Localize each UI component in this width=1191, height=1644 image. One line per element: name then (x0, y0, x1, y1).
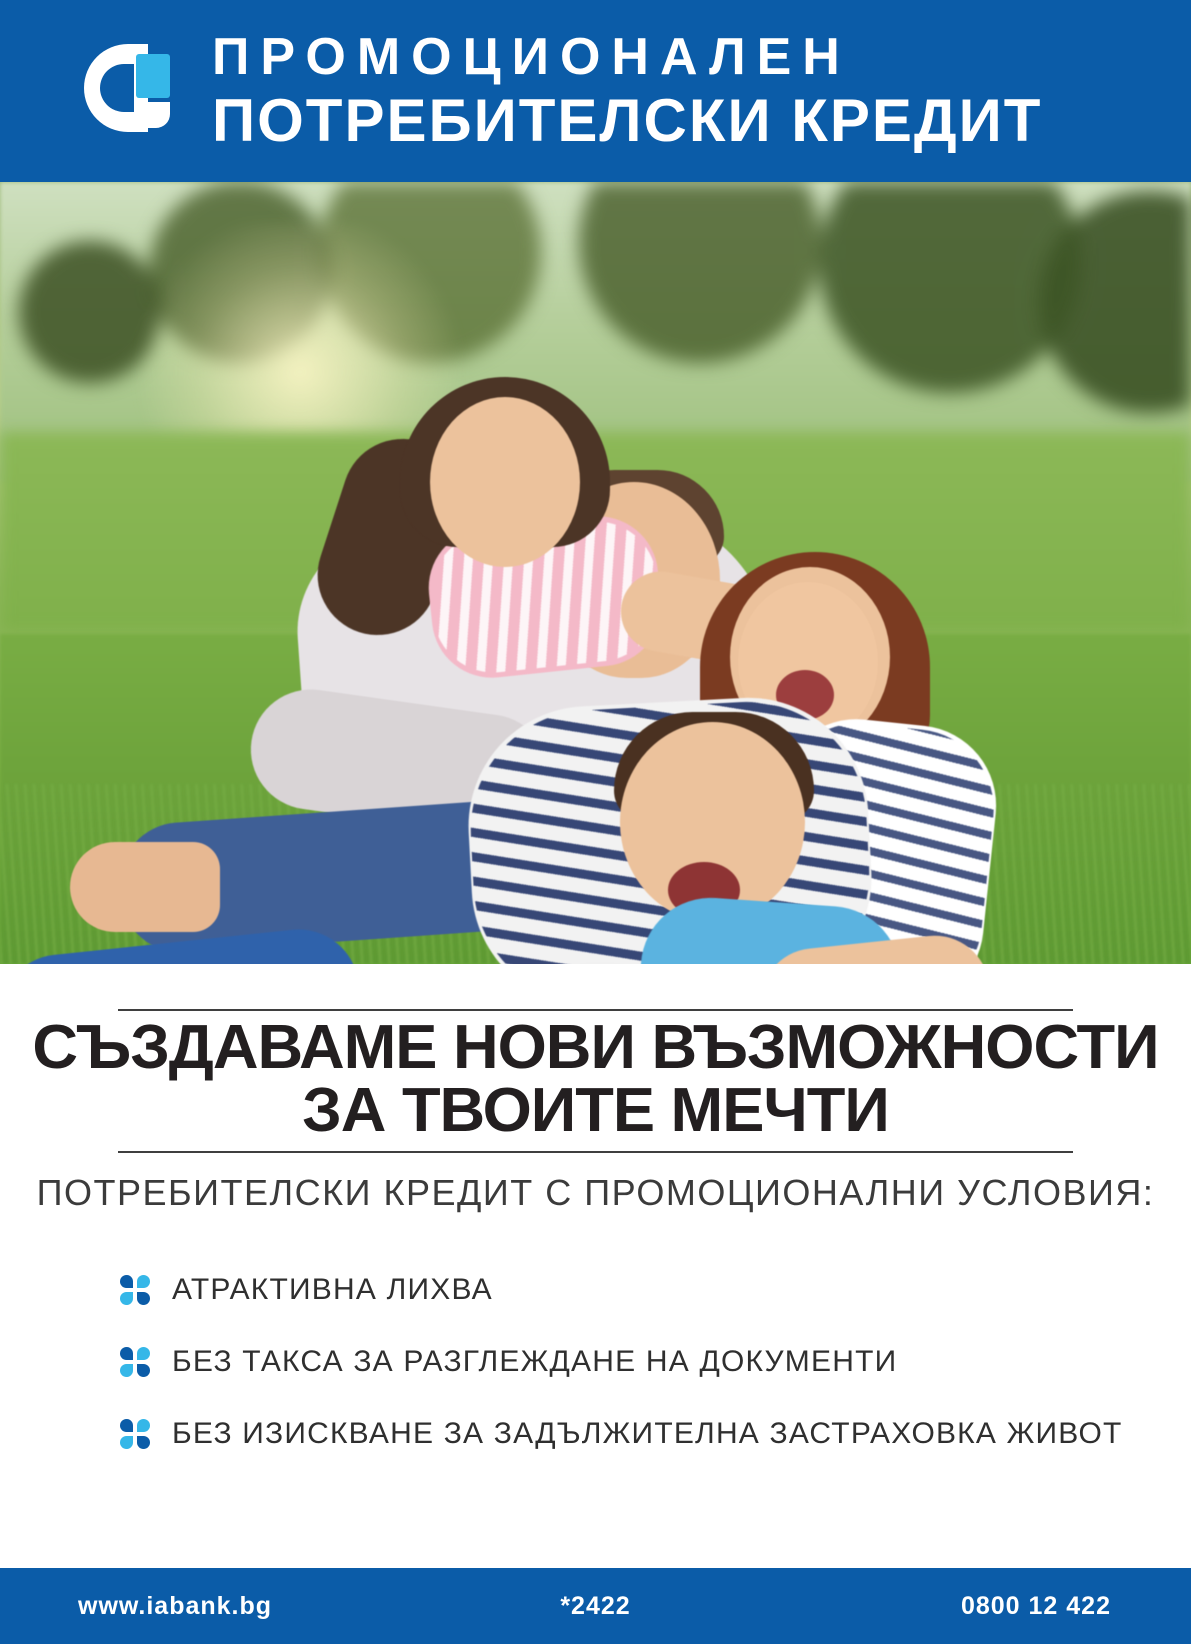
header-title-line1: ПРОМОЦИОНАЛЕН (212, 28, 851, 87)
benefits-list (120, 1254, 1123, 1470)
poster-footer (0, 1568, 1191, 1644)
subheading: ПОТРЕБИТЕЛСКИ КРЕДИТ С ПРОМОЦИОНАЛНИ УСЛОВИЯ: (36, 1172, 1155, 1213)
divider-bottom (118, 1151, 1073, 1153)
footer-short-number[interactable]: *2422 (560, 1591, 631, 1620)
bullet-logo-icon (120, 1419, 150, 1449)
photo-father-foot (70, 842, 220, 932)
list-item (120, 1254, 1080, 1326)
bullet-logo-icon (120, 1275, 150, 1305)
header-title-line2: ПОТРЕБИТЕЛСКИ КРЕДИТ (212, 86, 1043, 154)
list-item-label: БЕЗ ТАКСА ЗА РАЗГЛЕЖДАНЕ НА ДОКУМЕНТИ (172, 1345, 898, 1378)
headline-line1: СЪЗДАВАМЕ НОВИ ВЪЗМОЖНОСТИ (32, 1013, 1159, 1082)
page-title (0, 1013, 1191, 1146)
poster-header (0, 0, 1191, 182)
list-item-label: БЕЗ ИЗИСКВАНЕ ЗА ЗАДЪЛЖИТЕЛНА ЗАСТРАХОВКА ЖИВОТ (172, 1417, 1123, 1450)
list-item (120, 1398, 1123, 1470)
footer-website[interactable]: www.iabank.bg (78, 1591, 273, 1620)
divider-top (118, 1009, 1073, 1011)
iabank-logo-icon (78, 38, 178, 138)
headline-line2: ЗА ТВОИТЕ МЕЧТИ (302, 1076, 889, 1146)
bullet-logo-icon (120, 1347, 150, 1377)
footer-phone[interactable]: 0800 12 422 (960, 1591, 1111, 1620)
hero-photo (0, 182, 1191, 964)
list-item (120, 1326, 1080, 1398)
list-item-label: АТРАКТИВНА ЛИХВА (172, 1273, 493, 1306)
poster-content (0, 964, 1191, 1512)
header-text-block (212, 30, 1042, 152)
photo-girl-head (430, 397, 580, 567)
